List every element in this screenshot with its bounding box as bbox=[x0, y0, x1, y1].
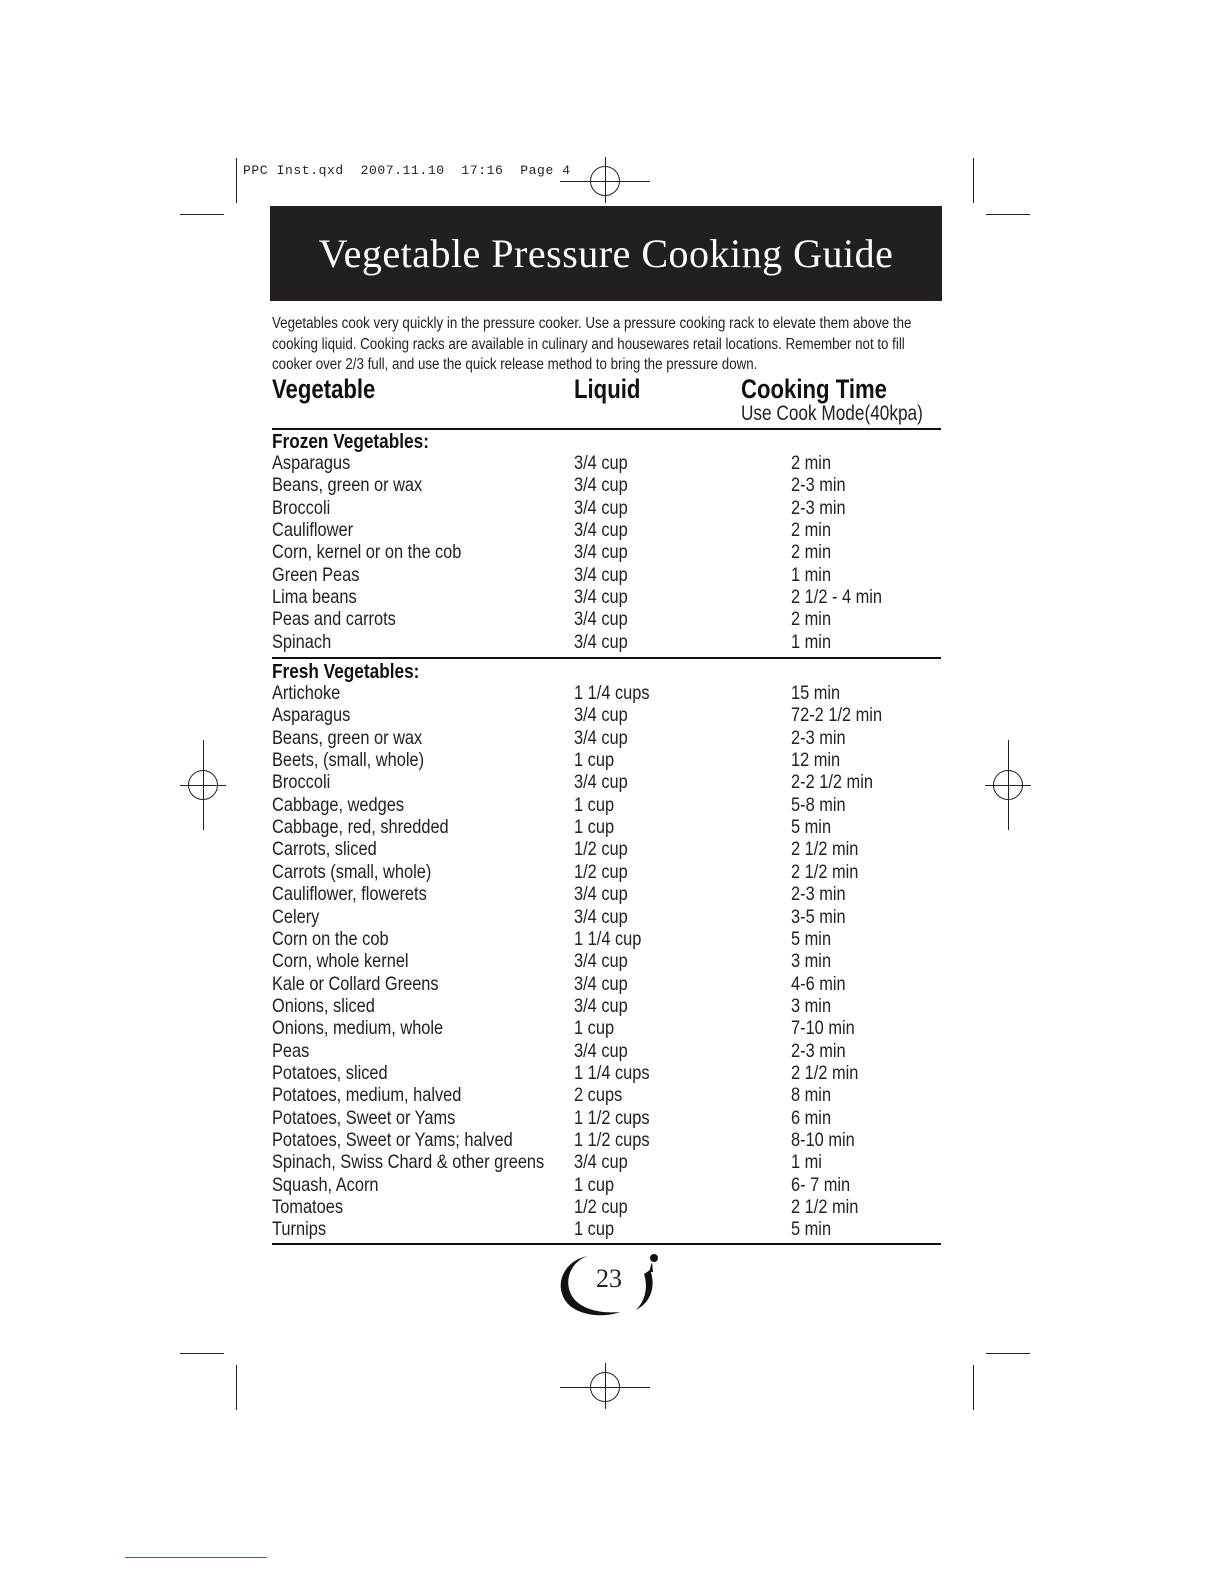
table-row bbox=[272, 883, 941, 905]
liquid-amount: 1 1/2 cups bbox=[574, 1129, 650, 1151]
cooking-time: 3 min bbox=[791, 994, 832, 1017]
table-row bbox=[272, 1062, 941, 1084]
vegetable-name: Peas and carrots bbox=[272, 608, 396, 631]
table-row bbox=[272, 564, 941, 586]
crop-mark bbox=[236, 1365, 237, 1410]
cooking-time: 8 min bbox=[791, 1084, 832, 1107]
vegetable-name: Celery bbox=[272, 905, 320, 928]
table-row bbox=[272, 1174, 941, 1196]
liquid-amount: 3/4 cup bbox=[574, 972, 628, 995]
table-row bbox=[272, 1151, 941, 1173]
liquid-amount: 3/4 cup bbox=[574, 994, 628, 1017]
crop-mark bbox=[986, 1353, 1030, 1354]
table-row bbox=[272, 749, 941, 771]
table-row bbox=[272, 497, 941, 519]
table-row bbox=[272, 1017, 941, 1039]
column-header-vegetable: Vegetable bbox=[272, 374, 376, 404]
column-header-liquid: Liquid bbox=[574, 374, 641, 404]
table-bottom-divider bbox=[272, 1243, 941, 1245]
vegetable-name: Potatoes, Sweet or Yams; halved bbox=[272, 1129, 513, 1151]
vegetable-name: Cauliflower bbox=[272, 519, 354, 542]
liquid-amount: 3/4 cup bbox=[574, 630, 628, 653]
page-title: Vegetable Pressure Cooking Guide bbox=[318, 231, 894, 276]
cooking-time: 3 min bbox=[791, 950, 832, 973]
liquid-amount: 1 1/4 cups bbox=[574, 1061, 650, 1084]
vegetable-name: Onions, medium, whole bbox=[272, 1017, 444, 1040]
cooking-time: 6 min bbox=[791, 1106, 832, 1129]
table-row bbox=[272, 1040, 941, 1062]
table-row bbox=[272, 541, 941, 563]
page-number: 23 bbox=[596, 1264, 622, 1293]
liquid-amount: 1 1/4 cups bbox=[574, 682, 650, 704]
table-row bbox=[272, 995, 941, 1017]
liquid-amount: 1/2 cup bbox=[574, 860, 628, 883]
vegetable-name: Corn, whole kernel bbox=[272, 950, 409, 973]
vegetable-name: Spinach bbox=[272, 630, 332, 653]
table-row bbox=[272, 1196, 941, 1218]
printer-slug: PPC Inst.qxd 2007.11.10 17:16 Page 4 bbox=[243, 163, 571, 178]
liquid-amount: 3/4 cup bbox=[574, 519, 628, 542]
table-row bbox=[272, 608, 941, 630]
cooking-time: 5 min bbox=[791, 816, 832, 839]
section-divider bbox=[272, 657, 941, 659]
vegetable-name: Turnips bbox=[272, 1218, 327, 1241]
vegetable-name: Broccoli bbox=[272, 496, 331, 519]
table-row bbox=[272, 519, 941, 541]
table-row bbox=[272, 771, 941, 793]
cooking-time: 2-3 min bbox=[791, 726, 846, 749]
table-row bbox=[272, 861, 941, 883]
table-row bbox=[272, 1107, 941, 1129]
cooking-time: 2-3 min bbox=[791, 474, 846, 497]
liquid-amount: 1 1/2 cups bbox=[574, 1106, 650, 1129]
vegetable-name: Potatoes, Sweet or Yams bbox=[272, 1106, 456, 1129]
cook-mode-note: Use Cook Mode(40kpa) bbox=[741, 402, 923, 425]
cooking-time: 2 min bbox=[791, 608, 832, 631]
table-row bbox=[272, 1084, 941, 1106]
crop-mark bbox=[986, 214, 1030, 215]
cooking-time: 1 min bbox=[791, 563, 832, 586]
liquid-amount: 3/4 cup bbox=[574, 950, 628, 973]
vegetable-name: Squash, Acorn bbox=[272, 1173, 379, 1196]
vegetable-name: Asparagus bbox=[272, 452, 351, 474]
cooking-time: 3-5 min bbox=[791, 905, 846, 928]
cooking-time: 2 1/2 min bbox=[791, 1061, 859, 1084]
page-number-logo bbox=[554, 1252, 666, 1318]
cooking-time: 2-3 min bbox=[791, 1039, 846, 1062]
table-row bbox=[272, 586, 941, 608]
liquid-amount: 1 cup bbox=[574, 1173, 615, 1196]
crop-mark bbox=[236, 158, 237, 203]
crop-mark bbox=[973, 1365, 974, 1410]
cooking-time: 2 1/2 min bbox=[791, 838, 859, 861]
liquid-amount: 3/4 cup bbox=[574, 452, 628, 474]
table-row bbox=[272, 973, 941, 995]
liquid-amount: 3/4 cup bbox=[574, 586, 628, 609]
table-row bbox=[272, 1218, 941, 1240]
liquid-amount: 1/2 cup bbox=[574, 838, 628, 861]
cooking-time: 2 min bbox=[791, 452, 832, 474]
cooking-time: 2 1/2 min bbox=[791, 1196, 859, 1219]
liquid-amount: 3/4 cup bbox=[574, 541, 628, 564]
column-header-cooking-time: Cooking Time bbox=[741, 374, 887, 404]
section-title-frozen: Frozen Vegetables: bbox=[272, 430, 429, 453]
liquid-amount: 1 cup bbox=[574, 749, 615, 772]
liquid-amount: 2 cups bbox=[574, 1084, 623, 1107]
cooking-time: 12 min bbox=[791, 749, 841, 772]
vegetable-name: Broccoli bbox=[272, 771, 331, 794]
title-banner bbox=[270, 206, 942, 301]
intro-paragraph: Vegetables cook very quickly in the pressure cooker. Use a pressure cooking rack to elevate them above the cooking liquid. Cooking racks are available in culinary and housewares retail locations. Remember not to fill cooker over 2/3 full, and use the quick release method to bring the pressure down. bbox=[272, 315, 912, 373]
table-row bbox=[272, 704, 941, 726]
table-row bbox=[272, 950, 941, 972]
crop-mark bbox=[180, 214, 224, 215]
table-row bbox=[272, 727, 941, 749]
cooking-time: 2-3 min bbox=[791, 496, 846, 519]
vegetable-name: Cabbage, wedges bbox=[272, 793, 405, 816]
liquid-amount: 3/4 cup bbox=[574, 1039, 628, 1062]
crop-mark bbox=[973, 158, 974, 203]
vegetable-name: Tomatoes bbox=[272, 1196, 344, 1219]
liquid-amount: 3/4 cup bbox=[574, 771, 628, 794]
vegetable-name: Potatoes, medium, halved bbox=[272, 1084, 462, 1107]
vegetable-name: Corn, kernel or on the cob bbox=[272, 541, 462, 564]
vegetable-name: Green Peas bbox=[272, 563, 360, 586]
liquid-amount: 3/4 cup bbox=[574, 474, 628, 497]
cooking-time: 2 1/2 min bbox=[791, 860, 859, 883]
vegetable-name: Carrots, sliced bbox=[272, 838, 377, 861]
cooking-time: 5 min bbox=[791, 927, 832, 950]
table-row bbox=[272, 794, 941, 816]
liquid-amount: 1 cup bbox=[574, 793, 615, 816]
table-row bbox=[272, 631, 941, 653]
cooking-time: 2 1/2 - 4 min bbox=[791, 586, 883, 609]
vegetable-name: Beans, green or wax bbox=[272, 474, 423, 497]
vegetable-name: Corn on the cob bbox=[272, 927, 389, 950]
table-row bbox=[272, 1129, 941, 1151]
cooking-time: 2-2 1/2 min bbox=[791, 771, 873, 794]
vegetable-name: Lima beans bbox=[272, 586, 357, 609]
liquid-amount: 3/4 cup bbox=[574, 905, 628, 928]
table-row bbox=[272, 682, 941, 704]
vegetable-name: Spinach, Swiss Chard & other greens bbox=[272, 1151, 545, 1174]
liquid-amount: 3/4 cup bbox=[574, 726, 628, 749]
cooking-time: 2 min bbox=[791, 519, 832, 542]
cooking-time: 72-2 1/2 min bbox=[791, 704, 883, 727]
crop-mark bbox=[180, 1353, 224, 1354]
table-row bbox=[272, 838, 941, 860]
liquid-amount: 1 cup bbox=[574, 816, 615, 839]
vegetable-name: Onions, sliced bbox=[272, 994, 375, 1017]
cooking-time: 4-6 min bbox=[791, 972, 846, 995]
table-row bbox=[272, 928, 941, 950]
liquid-amount: 1/2 cup bbox=[574, 1196, 628, 1219]
vegetable-name: Cabbage, red, shredded bbox=[272, 816, 449, 839]
liquid-amount: 3/4 cup bbox=[574, 608, 628, 631]
cooking-time: 6- 7 min bbox=[791, 1173, 851, 1196]
section-title-fresh: Fresh Vegetables: bbox=[272, 660, 420, 683]
vegetable-name: Beets, (small, whole) bbox=[272, 749, 425, 772]
vegetable-name: Kale or Collard Greens bbox=[272, 972, 439, 995]
vegetable-name: Peas bbox=[272, 1039, 310, 1062]
table-row bbox=[272, 474, 941, 496]
cooking-time: 2 min bbox=[791, 541, 832, 564]
footer-line bbox=[125, 1557, 267, 1558]
vegetable-name: Beans, green or wax bbox=[272, 726, 423, 749]
table-row bbox=[272, 452, 941, 474]
liquid-amount: 1 cup bbox=[574, 1218, 615, 1241]
cooking-time: 5-8 min bbox=[791, 793, 846, 816]
vegetable-name: Potatoes, sliced bbox=[272, 1061, 388, 1084]
vegetable-name: Asparagus bbox=[272, 704, 351, 727]
liquid-amount: 3/4 cup bbox=[574, 563, 628, 586]
liquid-amount: 3/4 cup bbox=[574, 496, 628, 519]
liquid-amount: 3/4 cup bbox=[574, 1151, 628, 1174]
vegetable-name: Carrots (small, whole) bbox=[272, 860, 432, 883]
cooking-time: 5 min bbox=[791, 1218, 832, 1241]
vegetable-name: Cauliflower, flowerets bbox=[272, 883, 427, 906]
cooking-time: 1 mi bbox=[791, 1151, 822, 1174]
cooking-time: 7-10 min bbox=[791, 1017, 855, 1040]
cooking-time: 15 min bbox=[791, 682, 841, 704]
liquid-amount: 3/4 cup bbox=[574, 883, 628, 906]
cooking-time: 2-3 min bbox=[791, 883, 846, 906]
cooking-time: 1 min bbox=[791, 630, 832, 653]
table-row bbox=[272, 816, 941, 838]
liquid-amount: 3/4 cup bbox=[574, 704, 628, 727]
table-row bbox=[272, 906, 941, 928]
liquid-amount: 1 1/4 cup bbox=[574, 927, 642, 950]
cooking-time: 8-10 min bbox=[791, 1129, 855, 1151]
vegetable-name: Artichoke bbox=[272, 682, 341, 704]
liquid-amount: 1 cup bbox=[574, 1017, 615, 1040]
